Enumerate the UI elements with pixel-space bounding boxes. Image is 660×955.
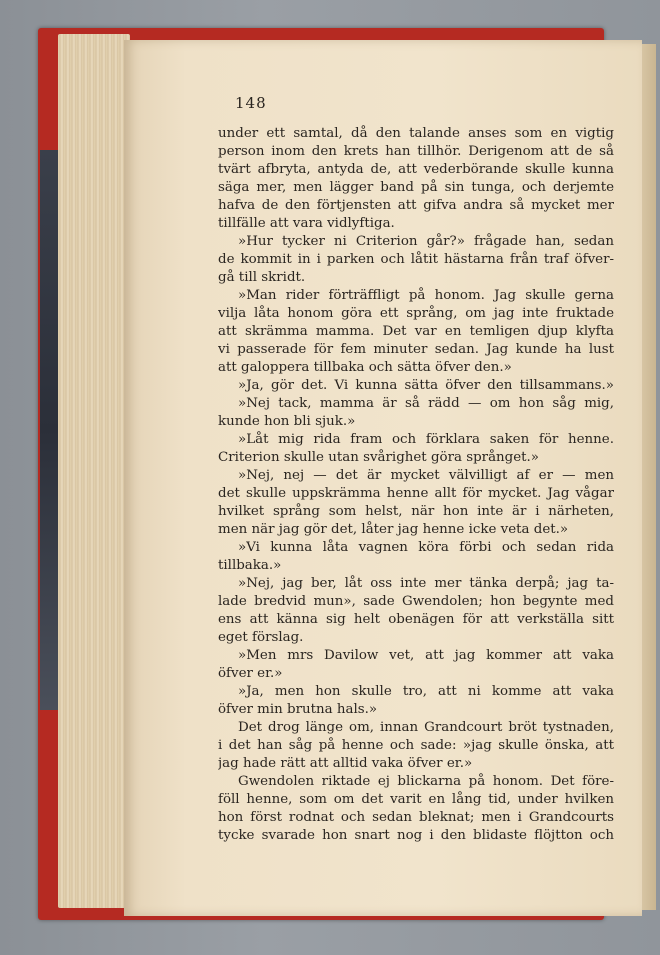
text-line: vi passerade för fem minuter sedan. Jag kunde ha lust [218, 342, 614, 357]
text-line: ens att känna sig helt obenägen för att verkställa sitt [218, 612, 614, 627]
text-line: vilja låta honom göra ett språng, om jag inte fruktade [218, 306, 614, 321]
text-line: »Nej tack, mamma är så rädd — om hon såg mig, [238, 396, 614, 411]
text-line: tvärt afbryta, antyda de, att vederbörande skulle kunna [218, 162, 614, 177]
text-line: tillbaka.» [218, 558, 282, 573]
page-fore-edge [640, 44, 656, 910]
text-line: eget förslag. [218, 630, 304, 645]
text-line: men när jag gör det, låter jag henne icke veta det.» [218, 522, 569, 537]
text-line: »Nej, jag ber, låt oss inte mer tänka derpå; jag ta- [238, 576, 614, 591]
cover-spine-edge [40, 150, 58, 710]
text-line: jag hade rätt att alltid vaka öfver er.» [218, 756, 473, 771]
text-line: kunde hon bli sjuk.» [218, 414, 356, 429]
text-line: i det han såg på henne och sade: »jag skulle önska, att [218, 738, 614, 753]
body-text [218, 125, 614, 845]
text-line: hon först rodnat och sedan bleknat; men i Grandcourts [218, 810, 614, 825]
text-line: det skulle uppskrämma henne allt för mycket. Jag vågar [218, 486, 614, 501]
text-line: tycke svarade hon snart nog i den blidaste flöjtton och [218, 828, 614, 843]
text-line: de kommit in i parken och låtit hästarna från traf öfver- [218, 252, 614, 267]
text-line: hvilket språng som helst, när hon inte är i närheten, [218, 504, 614, 519]
text-line: »Ja, gör det. Vi kunna sätta öfver den tillsammans.» [238, 378, 614, 393]
text-line: hafva de den förtjensten att gifva andra så mycket mer [218, 198, 614, 213]
text-line: »Ja, men hon skulle tro, att ni komme att vaka [238, 684, 614, 699]
text-line: att galoppera tillbaka och sätta öfver den.» [218, 360, 512, 375]
text-line: Criterion skulle utan svårighet göra språnget.» [218, 450, 540, 465]
text-line: gå till skridt. [218, 270, 306, 285]
text-line: »Man rider förträffligt på honom. Jag skulle gerna [238, 288, 614, 303]
text-line: »Nej, nej — det är mycket välvilligt af er — men [238, 468, 614, 483]
text-line: föll henne, som om det varit en lång tid, under hvilken [218, 792, 614, 807]
text-line: att skrämma mamma. Det var en temligen djup klyfta [218, 324, 614, 339]
text-line: »Vi kunna låta vagnen köra förbi och sedan rida [238, 540, 614, 555]
text-line: lade bredvid mun», sade Gwendolen; hon begynte med [218, 594, 614, 609]
text-line: person inom den krets han tillhör. Derigenom att de så [218, 144, 614, 159]
text-line: »Låt mig rida fram och förklara saken för henne. [238, 432, 614, 447]
text-line: under ett samtal, då den talande anses som en vigtig [218, 126, 614, 141]
text-line: tillfälle att vara vidlyftiga. [218, 216, 395, 231]
page-stack [58, 34, 130, 908]
text-line: öfver min brutna hals.» [218, 702, 378, 717]
text-line: säga mer, men lägger band på sin tunga, och derjemte [218, 180, 614, 195]
text-line: »Men mrs Davilow vet, att jag kommer att vaka [238, 648, 614, 663]
page-number: 148 [235, 94, 267, 112]
text-line: öfver er.» [218, 666, 283, 681]
text-line: Gwendolen riktade ej blickarna på honom. Det före- [238, 774, 614, 789]
text-line: Det drog länge om, innan Grandcourt bröt tystnaden, [238, 720, 614, 735]
text-line: »Hur tycker ni Criterion går?» frågade han, sedan [238, 234, 614, 249]
